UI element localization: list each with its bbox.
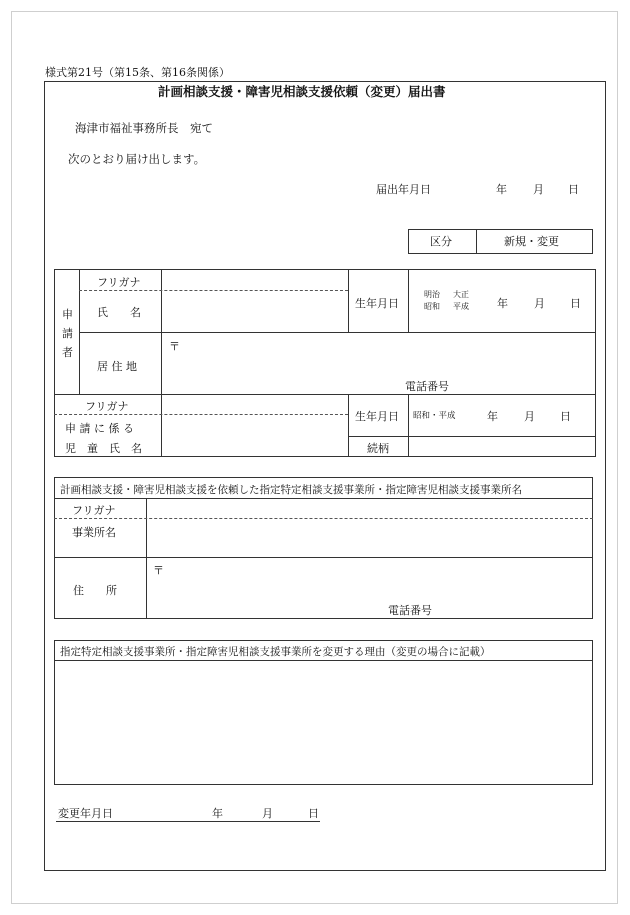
form-number: 様式第21号（第15条、第16条関係） — [45, 66, 230, 79]
era-meiji[interactable]: 明治 — [424, 290, 440, 299]
divider — [54, 660, 593, 661]
applicant-name-field[interactable] — [162, 292, 347, 331]
reason-heading: 指定特定相談支援事業所・指定障害児相談支援事業所を変更する理由（変更の場合に記載） — [60, 646, 491, 658]
applicant-name-label: 氏 名 — [97, 306, 141, 319]
office-address-label: 住 所 — [73, 584, 117, 597]
relation-field[interactable] — [409, 437, 595, 456]
era-heisei[interactable]: 平成 — [453, 302, 469, 311]
applicant-address-field[interactable] — [162, 333, 595, 373]
child-name-field[interactable] — [162, 416, 347, 456]
postal-mark: 〒 — [169, 340, 180, 353]
office-furigana-field[interactable] — [147, 499, 592, 517]
child-name-label-2: 児 童 氏 名 — [65, 442, 142, 455]
change-year[interactable]: 年 — [212, 807, 223, 820]
child-dob-year[interactable]: 年 — [487, 410, 498, 423]
divider — [348, 394, 349, 457]
category-label: 区分 — [430, 235, 452, 248]
applicant-phone-label: 電話番号 — [405, 380, 449, 393]
dashed-divider — [54, 414, 348, 415]
submission-day[interactable]: 日 — [568, 183, 579, 196]
child-furigana-field[interactable] — [162, 395, 347, 413]
applicant-dob-day[interactable]: 日 — [570, 297, 581, 310]
office-name-field[interactable] — [147, 520, 592, 556]
dashed-divider — [79, 290, 348, 291]
era-taisho[interactable]: 大正 — [453, 290, 469, 299]
form-title: 計画相談支援・障害児相談支援依頼（変更）届出書 — [158, 84, 446, 99]
category-value[interactable]: 新規・変更 — [504, 235, 559, 248]
change-date-label: 変更年月日 — [58, 807, 113, 820]
child-furigana-label: フリガナ — [85, 400, 129, 413]
divider — [408, 269, 409, 332]
divider — [476, 229, 477, 254]
applicant-dob-label: 生年月日 — [355, 297, 399, 310]
child-era[interactable]: 昭和・平成 — [413, 411, 456, 421]
office-name-label: 事業所名 — [72, 526, 116, 539]
office-postal-mark: 〒 — [153, 564, 164, 577]
applicant-furigana-field[interactable] — [162, 270, 347, 290]
applicant-furigana-label: フリガナ — [97, 276, 141, 289]
change-month[interactable]: 月 — [262, 807, 273, 820]
divider — [348, 269, 349, 332]
relation-label: 続柄 — [367, 442, 389, 455]
dashed-divider — [54, 518, 593, 519]
addressee: 海津市福祉事務所長 宛て — [75, 121, 213, 135]
applicant-side-label: 申 — [62, 308, 73, 321]
applicant-address-label: 居 住 地 — [97, 360, 137, 373]
applicant-dob-month[interactable]: 月 — [534, 297, 545, 310]
office-furigana-label: フリガナ — [72, 504, 116, 517]
submission-month[interactable]: 月 — [533, 183, 544, 196]
applicant-dob-year[interactable]: 年 — [497, 297, 508, 310]
applicant-side-label: 者 — [62, 346, 73, 359]
submission-year[interactable]: 年 — [496, 183, 507, 196]
office-heading: 計画相談支援・障害児相談支援を依頼した指定特定相談支援事業所・指定障害児相談支援事業所名 — [60, 484, 522, 496]
era-showa[interactable]: 昭和 — [424, 302, 440, 311]
child-dob-day[interactable]: 日 — [560, 410, 571, 423]
child-name-label-1: 申 請 に 係 る — [65, 422, 134, 435]
change-day[interactable]: 日 — [308, 807, 319, 820]
intro-text: 次のとおり届け出します。 — [68, 152, 206, 166]
reason-field[interactable] — [55, 662, 592, 784]
submission-date-label: 届出年月日 — [376, 183, 431, 196]
child-dob-month[interactable]: 月 — [524, 410, 535, 423]
office-address-field[interactable] — [147, 558, 592, 598]
child-dob-label: 生年月日 — [355, 410, 399, 423]
office-phone-label: 電話番号 — [388, 604, 432, 617]
applicant-side-label: 請 — [62, 327, 73, 340]
change-date-underline — [56, 821, 320, 822]
